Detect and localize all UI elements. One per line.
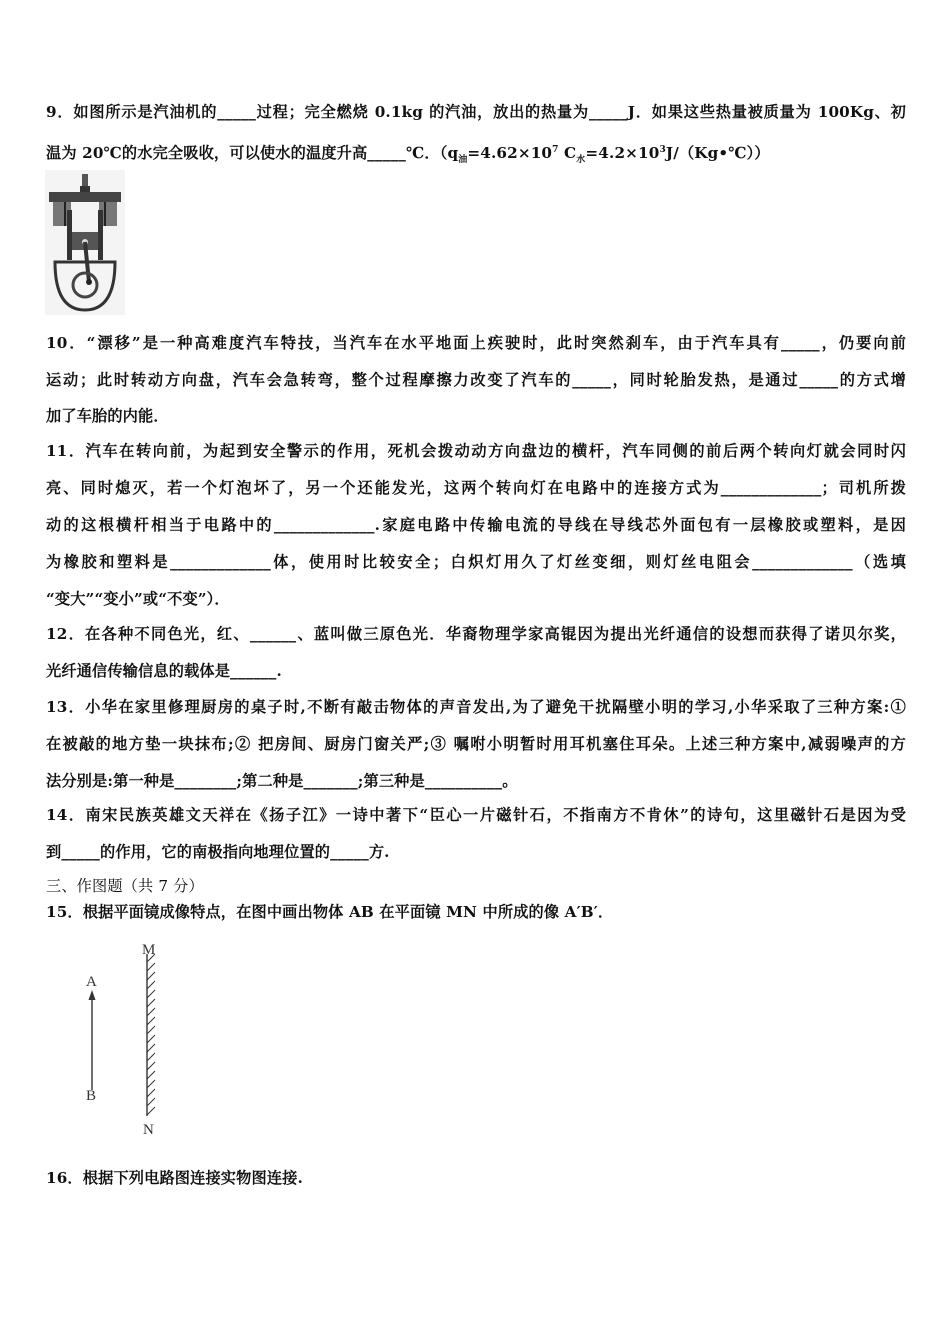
q9-subscript-water: 水: [576, 155, 586, 166]
q9-exponent-3: 3: [659, 145, 666, 155]
section-3-title: 三、作图题（共 7 分）: [46, 877, 204, 895]
q9-specific-heat: =4.2×10: [585, 144, 660, 163]
q12-line-2: 光纤通信传输信息的载体是______.: [46, 662, 282, 680]
q12-line-1: 12．在各种不同色光，红、______、蓝叫做三原色光．华裔物理学家高锟因为提出光纤通信的设想而获得了诺贝尔奖，: [46, 625, 906, 643]
q11-line-2: 亮、同时熄灭，若一个灯泡坏了，另一个还能发光，这两个转向灯在电路中的连接方式为_____________；司机所拨: [46, 479, 906, 497]
q11-line-3: 动的这根横杆相当于电路中的_____________.家庭电路中传输电流的导线在导线芯外面包有一层橡胶或塑料，是因: [46, 516, 906, 534]
q9-exponent-7: 7: [552, 145, 559, 155]
q9-unit: J/（Kg•℃））: [665, 144, 770, 163]
label-a: A: [86, 974, 97, 990]
q11-line-1: 11．汽车在转向前，为起到安全警示的作用，死机会拨动动方向盘边的横杆，汽车同侧的前后两个转向灯就会同时闪: [46, 442, 906, 460]
label-b: B: [86, 1088, 97, 1104]
q11-line-5: “变大”“变小”或“不变”）．: [46, 590, 230, 608]
q9-heat-value: =4.62×10: [467, 144, 553, 163]
q10-line-3: 加了车胎的内能．: [46, 407, 169, 425]
q10-line-1: 10．“漂移”是一种高难度汽车特技，当汽车在水平地面上疾驶时，此时突然刹车，由于汽车具有_____，仍要向前: [46, 334, 906, 352]
label-m: M: [142, 942, 156, 958]
q15-question: 15．根据平面镜成像特点，在图中画出物体 AB 在平面镜 MN 中所成的像 A′B′．: [46, 903, 614, 921]
q9-line-1: 9．如图所示是汽油机的_____过程；完全燃烧 0.1kg 的汽油，放出的热量为_____J．如果这些热量被质量为 100Kg、初: [46, 103, 906, 121]
plane-mirror-diagram: [70, 940, 190, 1140]
q13-line-2: 在被敲的地方垫一块抹布;② 把房间、厨房门窗关严;③ 嘱咐小明暂时用耳机塞住耳朵。上述三种方案中,减弱噪声的方: [46, 735, 906, 753]
q10-line-2: 运动；此时转动方向盘，汽车会急转弯，整个过程摩擦力改变了汽车的_____，同时轮胎发热，是通过_____的方式增: [46, 371, 906, 389]
q13-line-1: 13．小华在家里修理厨房的桌子时,不断有敲击物体的声音发出,为了避免干扰隔壁小明的学习,小华采取了三种方案:①: [46, 698, 906, 716]
label-n: N: [143, 1122, 154, 1138]
q9-c-label: C: [558, 144, 577, 163]
q16-question: 16．根据下列电路图连接实物图连接.: [46, 1169, 303, 1187]
mirror-hatching: [147, 954, 155, 1115]
q13-line-3: 法分别是:第一种是________;第二种是_______;第三种是__________。: [46, 772, 518, 790]
engine-cylinder-icon: [45, 170, 125, 315]
arrowhead-icon: [89, 990, 96, 1000]
q11-line-4: 为橡胶和塑料是_____________体，使用时比较安全；白炽灯用久了灯丝变细，则灯丝电阻会_____________（选填: [46, 553, 906, 571]
q14-line-2: 到_____的作用，它的南极指向地理位置的_____方.: [46, 843, 390, 861]
q9-line-2: [46, 140, 770, 170]
q14-line-1: 14．南宋民族英雄文天祥在《扬子江》一诗中著下“臣心一片磁针石，不指南方不肯休”的诗句，这里磁针石是因为受: [46, 806, 906, 824]
q9-line-2-text: 温为 20℃的水完全吸收，可以使水的温度升高_____℃．（q: [46, 144, 459, 163]
q9-subscript-oil: 油: [458, 155, 468, 166]
